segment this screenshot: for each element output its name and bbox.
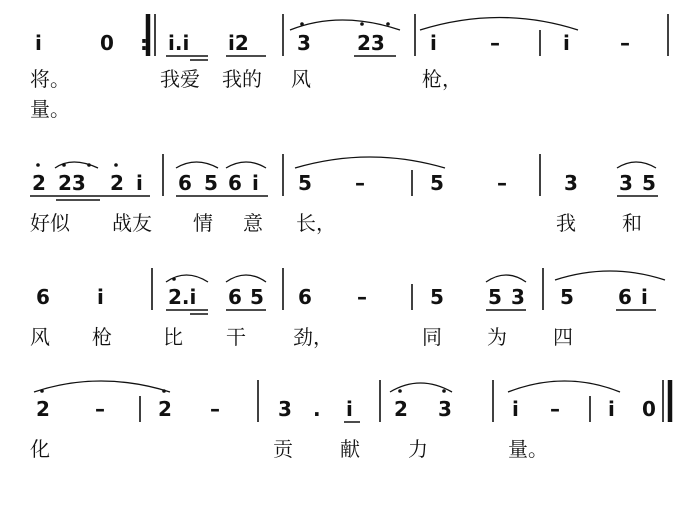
lyric: 化 [30, 437, 50, 461]
note: 5 [642, 171, 656, 195]
dash: – [497, 171, 507, 195]
lyric: 我的 [222, 67, 262, 91]
dot: . [313, 397, 321, 421]
lyric: 我爱 [160, 67, 200, 91]
note: 6 [228, 171, 242, 195]
score-row-1 [30, 14, 668, 121]
high-dot [386, 22, 390, 26]
note: 23 [357, 31, 385, 55]
lyric: 意 [243, 211, 263, 235]
lyric: 长， [296, 211, 336, 235]
score-row-4 [30, 380, 670, 461]
rest: 0 [642, 397, 656, 421]
slur [617, 162, 656, 168]
lyric: 献 [340, 437, 360, 461]
note: i [252, 171, 259, 195]
note: 3 [619, 171, 633, 195]
slur [55, 162, 98, 168]
tie [420, 18, 578, 31]
note: 6 [298, 285, 312, 309]
note: i2 [228, 31, 249, 55]
lyric: 枪 [92, 325, 112, 349]
slur [166, 275, 208, 282]
note: 6 [618, 285, 632, 309]
dash: – [95, 397, 105, 421]
lyric: 量。 [30, 97, 70, 121]
dash: – [490, 31, 500, 55]
dash: – [357, 285, 367, 309]
note: 23 [58, 171, 86, 195]
lyric: 风 [30, 325, 50, 349]
note: 3 [278, 397, 292, 421]
lyric: 贡 [273, 437, 293, 461]
lyric: 劲， [293, 325, 333, 349]
score-row-2 [30, 154, 658, 235]
note: 6 [178, 171, 192, 195]
note: 0 [100, 31, 114, 55]
tie [295, 157, 445, 168]
note: i [430, 31, 437, 55]
note: 5 [298, 171, 312, 195]
note: i [136, 171, 143, 195]
note: 5 [560, 285, 574, 309]
lyric: 四 [553, 325, 573, 349]
lyric: 好似 [30, 211, 70, 235]
tie [508, 381, 620, 392]
lyric: 比 [163, 325, 183, 349]
dash: – [210, 397, 220, 421]
note: 3 [438, 397, 452, 421]
lyric: 战友 [112, 211, 152, 235]
lyric: 风 [291, 67, 311, 91]
note: 2 [32, 171, 46, 195]
lyric: 量。 [508, 437, 548, 461]
note: 2 [158, 397, 172, 421]
note: i [97, 285, 104, 309]
note: i [608, 397, 615, 421]
high-dot [114, 163, 118, 167]
lyric: 力 [408, 437, 428, 461]
lyric: 同 [422, 325, 442, 349]
dash: – [620, 31, 630, 55]
lyric: 为 [487, 325, 507, 349]
note: 6 [36, 285, 50, 309]
lyric: 将。 [30, 67, 70, 91]
note: i [35, 31, 42, 55]
note: 5 [488, 285, 502, 309]
lyric: 干 [226, 325, 246, 349]
note: 2 [36, 397, 50, 421]
dash: – [550, 397, 560, 421]
note: i [346, 397, 353, 421]
note: 5 [204, 171, 218, 195]
note: 3 [297, 31, 311, 55]
note: 2.i [168, 285, 197, 309]
note: 2 [110, 171, 124, 195]
note: 5 [430, 285, 444, 309]
note: 2 [394, 397, 408, 421]
note: 3 [511, 285, 525, 309]
high-dot [36, 163, 40, 167]
note: 5 [430, 171, 444, 195]
slur [290, 20, 400, 30]
tie [34, 381, 170, 392]
lyric: 情 [193, 211, 213, 235]
dash: – [355, 171, 365, 195]
slur [486, 275, 526, 282]
score-row-3 [30, 268, 665, 349]
lyric: 和 [622, 211, 642, 235]
note: i [641, 285, 648, 309]
lyric: 枪， [422, 67, 462, 91]
note: 5 [250, 285, 264, 309]
repeat-dots: : [140, 31, 148, 55]
note: 6 [228, 285, 242, 309]
note: i [512, 397, 519, 421]
high-dot [398, 389, 402, 393]
slur [555, 271, 665, 280]
high-dot [360, 22, 364, 26]
slur [176, 162, 218, 168]
note: 3 [564, 171, 578, 195]
high-dot [442, 389, 446, 393]
slur [226, 162, 266, 168]
note: i.i [168, 31, 190, 55]
note: i [563, 31, 570, 55]
lyric: 我 [556, 211, 576, 235]
slur [226, 275, 266, 282]
